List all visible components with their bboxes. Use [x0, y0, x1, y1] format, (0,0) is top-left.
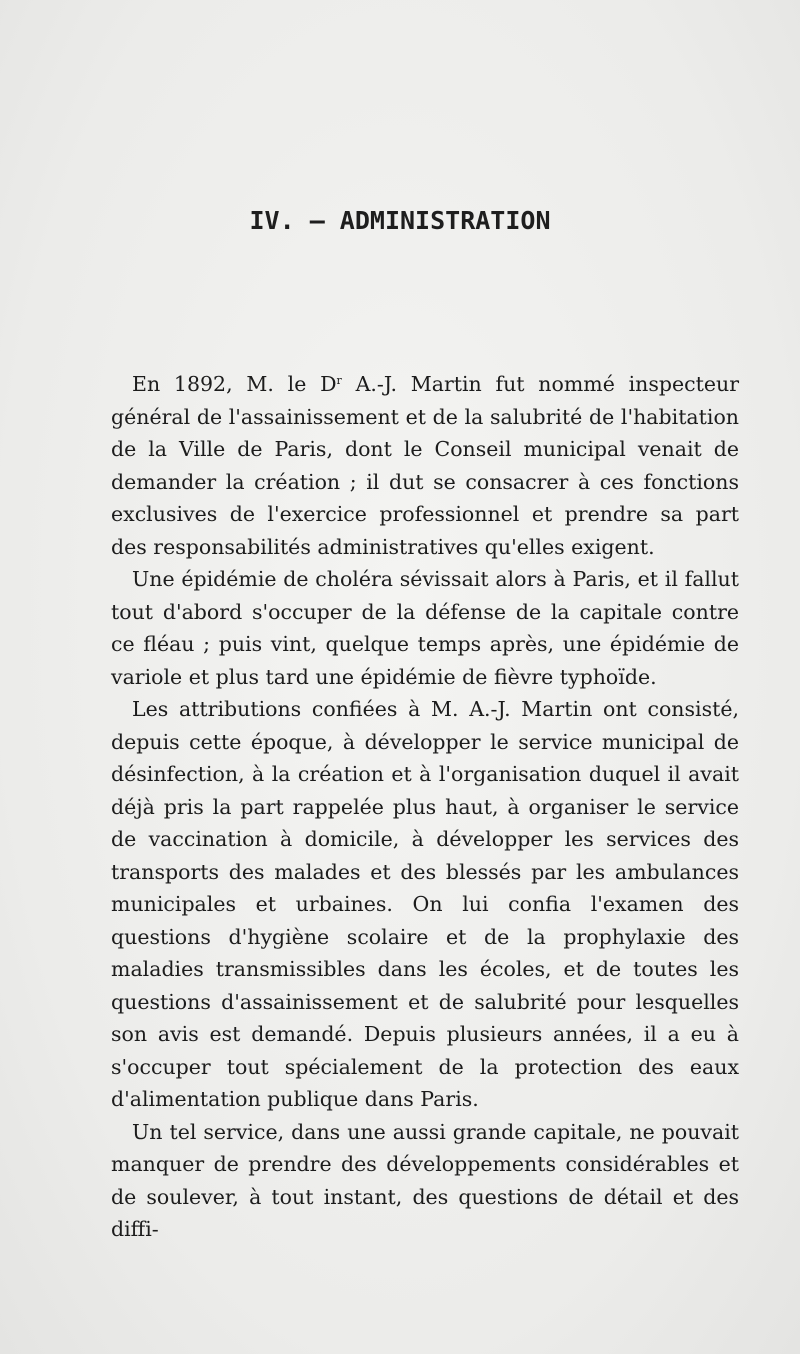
paragraph-4: Un tel service, dans une aussi grande capitale, ne pouvait manquer de prendre des développements considérables et de soulever, à tout instant, des questions de détail et des diffi- [111, 1119, 739, 1241]
paragraph-1-rest: A.-J. Martin fut nommé inspecteur général de l'assainissement et de la salubrité de l'habitation de la Ville de Paris, dont le Conseil municipal venait de demander la création ; il dut se consacrer à ces fonctions exclusives de l'exercice professionnel et prendre sa part des responsabilités administratives qu'elles exigent. [111, 372, 739, 559]
section-heading: IV. — ADMINISTRATION [249, 206, 551, 235]
paragraph-1 [111, 368, 739, 563]
paragraph-1-start: En 1892, M. le D [132, 372, 337, 396]
doctor-abbrev-superscript: r [336, 374, 342, 387]
body-text [111, 368, 739, 1246]
paragraph-2: Une épidémie de choléra sévissait alors à Paris, et il fallut tout d'abord s'occuper de la défense de la capitale contre ce fléau ; puis vint, quelque temps après, une épidémie de variole et plus tard une épidémie de fièvre typhoïde. [111, 567, 739, 689]
paragraph-3: Les attributions confiées à M. A.-J. Martin ont consisté, depuis cette époque, à développer le service municipal de désinfection, à la création et à l'organisation duquel il avait déjà pris la part rappelée plus haut, à organiser le service de vaccination à domicile, à développer les services des transports des malades et des blessés par les ambulances municipales et urbaines. On lui confia l'examen des questions d'hygiène scolaire et de la prophylaxie des maladies transmissibles dans les écoles, et de toutes les questions d'assainissement et de salubrité pour lesquelles son avis est demandé. Depuis plusieurs années, il a eu à s'occuper tout spécialement de la protection des eaux d'alimentation publique dans Paris. [111, 697, 739, 1111]
